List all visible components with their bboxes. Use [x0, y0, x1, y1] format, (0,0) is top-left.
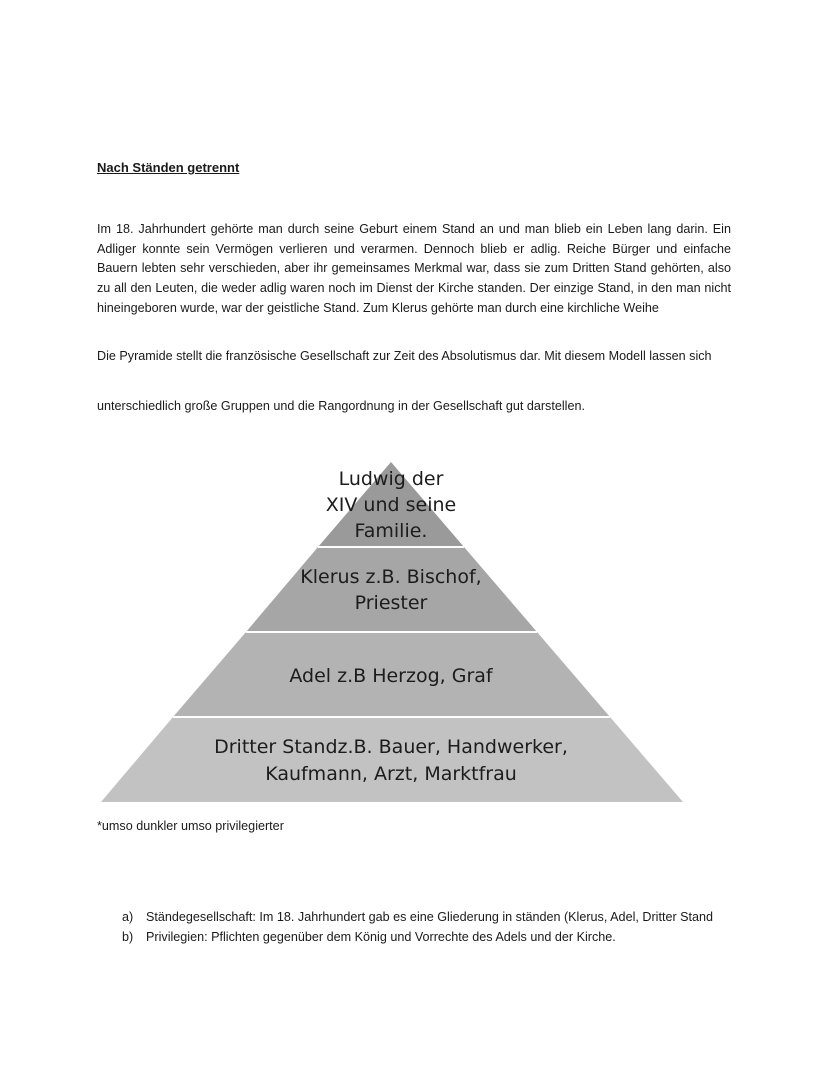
section-heading: Nach Ständen getrennt: [97, 160, 240, 175]
pyramid-label-clergy-line1: Klerus z.B. Bischof,: [300, 566, 482, 588]
pyramid-label-nobility: Adel z.B Herzog, Graf: [289, 665, 493, 687]
pyramid-label-third-estate-line2: Kaufmann, Arzt, Marktfrau: [265, 763, 517, 785]
pyramid-label-king-line2: XIV und seine: [325, 494, 457, 516]
list-marker: b): [122, 929, 134, 944]
pyramid-tier-clergy: [246, 547, 537, 632]
pyramid-note: *umso dunkler umso privilegierter: [97, 819, 284, 833]
list-item-text: Privilegien: Pflichten gegenüber dem König und Vorrechte des Adels und der Kirche.: [146, 929, 616, 944]
list-item-text: Ständegesellschaft: Im 18. Jahrhundert gab es eine Gliederung in ständen (Klerus, Adel, Dritter Stand: [146, 910, 714, 924]
pyramid-description-continued: unterschiedlich große Gruppen und die Rangordnung in der Gesellschaft gut darstellen.: [97, 399, 585, 413]
list-item: [122, 908, 731, 928]
pyramid-label-third-estate-line1: Dritter Standz.B. Bauer, Handwerker,: [214, 736, 568, 758]
list-marker: a): [122, 910, 134, 924]
list-item: [122, 928, 731, 948]
intro-paragraph: Im 18. Jahrhundert gehörte man durch seine Geburt einem Stand an und man blieb ein Leben lang darin. Ein Adliger konnte sein Vermögen verlieren und verarmen. Dennoch blieb er adlig. Reiche Bürger und einfache Bauern lebten sehr verschieden, aber ihr gemeinsames Merkmal war, dass sie zum Dritten Stand gehörten, also zu all den Leuten, die weder adlig waren noch im Dienst der Kirche standen. Der einzige Stand, in den man nicht hineingeboren wurde, war der geistliche Stand. Zum Klerus gehörte man durch eine kirchliche Weihe: [97, 222, 731, 315]
pyramid-tier-third-estate: [101, 717, 683, 802]
definition-list: [122, 908, 731, 947]
pyramid-label-clergy-line2: Priester: [354, 592, 428, 614]
pyramid-description: Die Pyramide stellt die französische Gesellschaft zur Zeit des Absolutismus dar. Mit diesem Modell lassen sich: [97, 349, 712, 363]
pyramid-label-king-line1: Ludwig der: [338, 468, 444, 490]
pyramid-label-king-line3: Familie.: [354, 520, 428, 542]
